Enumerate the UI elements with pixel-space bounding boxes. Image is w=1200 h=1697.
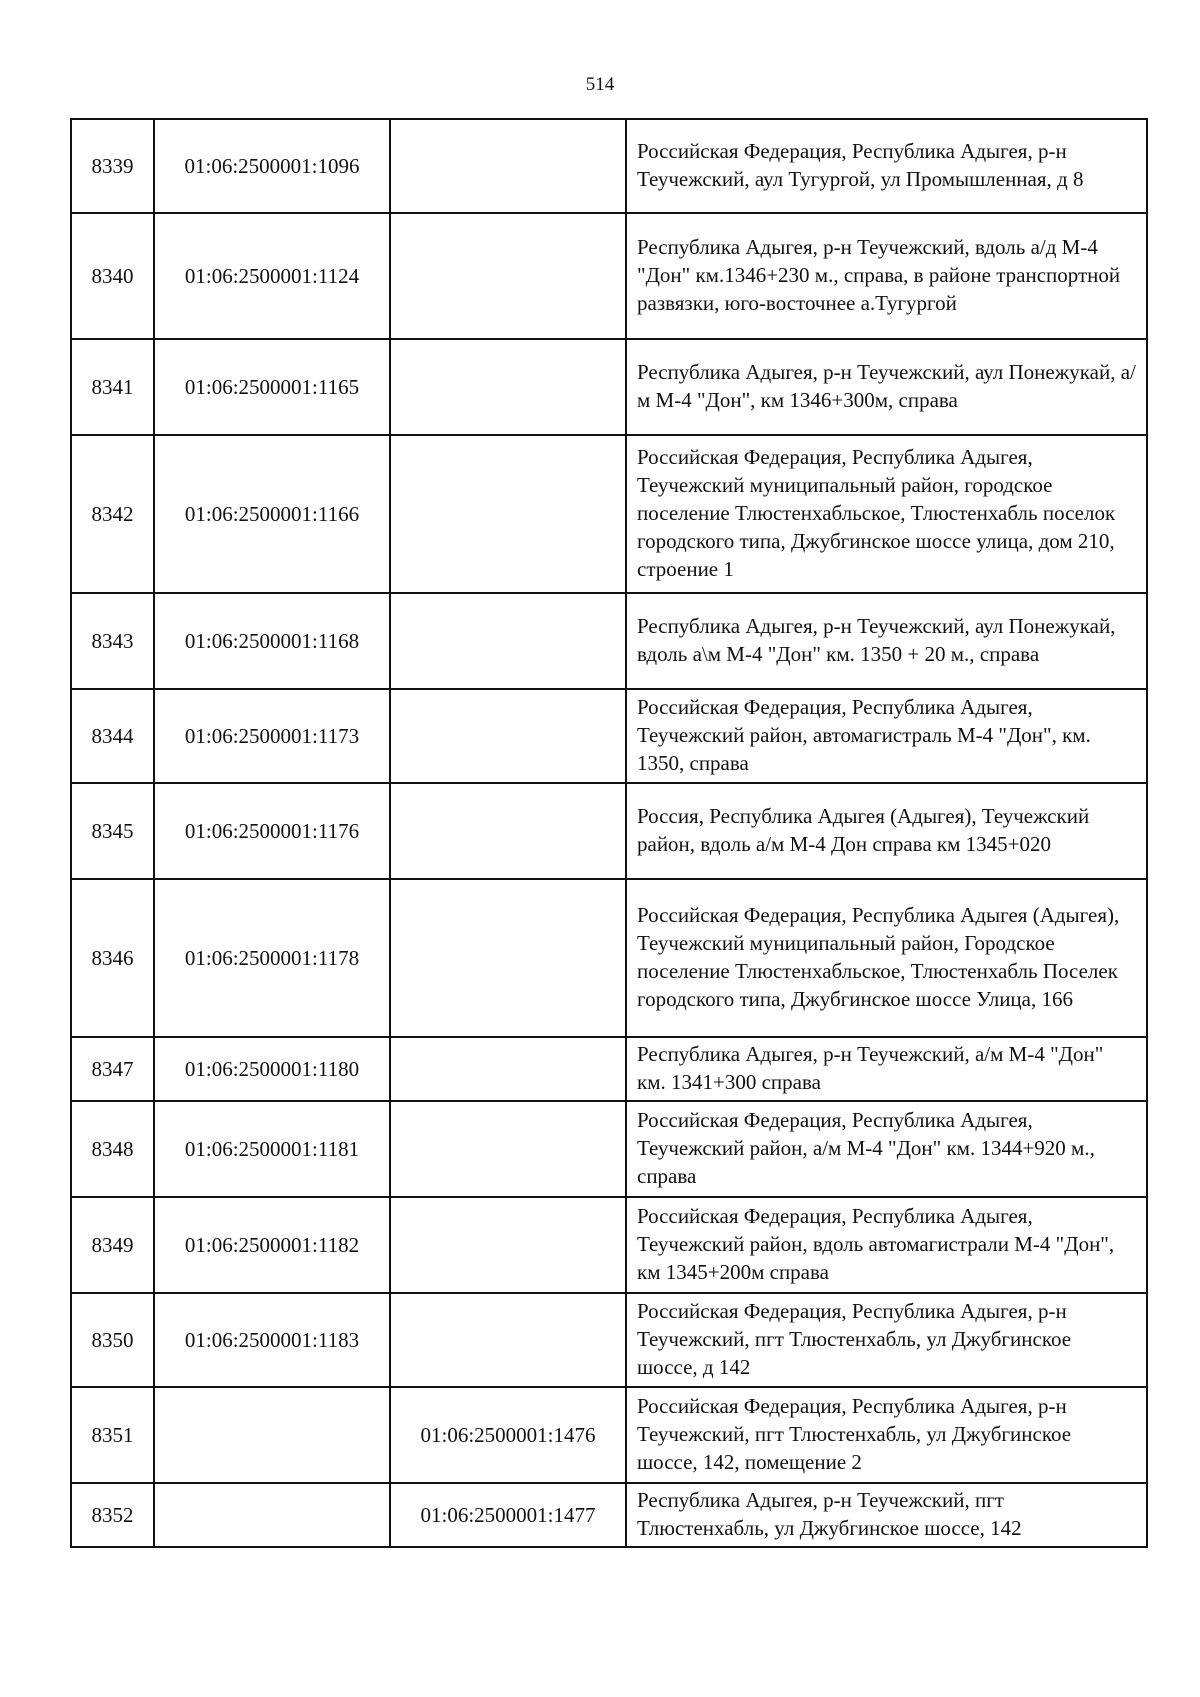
table-row [71,213,1147,339]
cadastral-number-cell: 01:06:2500001:1168 [154,593,390,689]
related-cadastral-number-cell [390,689,626,783]
table-row [71,783,1147,879]
related-cadastral-number-cell: 01:06:2500001:1476 [390,1387,626,1483]
row-number-cell: 8347 [71,1037,154,1101]
address-cell: Республика Адыгея, р-н Теучежский, аул Понежукай, а/м М-4 "Дон", км 1346+300м, справа [626,339,1147,435]
cadastral-number-cell: 01:06:2500001:1176 [154,783,390,879]
address-cell: Республика Адыгея, р-н Теучежский, пгт Тлюстенхабль, ул Джубгинское шоссе, 142 [626,1483,1147,1547]
related-cadastral-number-cell [390,1197,626,1293]
cadastral-number-cell: 01:06:2500001:1166 [154,435,390,593]
row-number-cell: 8343 [71,593,154,689]
address-cell: Российская Федерация, Республика Адыгея, р-н Теучежский, пгт Тлюстенхабль, ул Джубгинское шоссе, д 142 [626,1293,1147,1387]
row-number-cell: 8340 [71,213,154,339]
table-row [71,1483,1147,1547]
related-cadastral-number-cell [390,435,626,593]
address-cell: Российская Федерация, Республика Адыгея, Теучежский район, автомагистраль М-4 "Дон", км. 1350, справа [626,689,1147,783]
related-cadastral-number-cell [390,339,626,435]
table-row [71,879,1147,1037]
row-number-cell: 8352 [71,1483,154,1547]
row-number-cell: 8349 [71,1197,154,1293]
address-cell: Российская Федерация, Республика Адыгея (Адыгея), Теучежский муниципальный район, Городское поселение Тлюстенхабльское, Тлюстенхабль Поселек городского типа, Джубгинское шоссе Улица, 166 [626,879,1147,1037]
row-number-cell: 8339 [71,119,154,213]
page-number: 514 [585,74,615,95]
table-row [71,1037,1147,1101]
related-cadastral-number-cell [390,1293,626,1387]
row-number-cell: 8342 [71,435,154,593]
related-cadastral-number-cell: 01:06:2500001:1477 [390,1483,626,1547]
cadastral-number-cell [154,1483,390,1547]
table-row [71,119,1147,213]
cadastral-number-cell: 01:06:2500001:1124 [154,213,390,339]
table-row [71,593,1147,689]
table-row [71,1387,1147,1483]
row-number-cell: 8346 [71,879,154,1037]
address-cell: Россия, Республика Адыгея (Адыгея), Теучежский район, вдоль а/м М-4 Дон справа км 1345+020 [626,783,1147,879]
table-row [71,435,1147,593]
related-cadastral-number-cell [390,879,626,1037]
related-cadastral-number-cell [390,119,626,213]
cadastral-number-cell: 01:06:2500001:1165 [154,339,390,435]
address-cell: Российская Федерация, Республика Адыгея, Теучежский район, а/м М-4 "Дон" км. 1344+920 м., справа [626,1101,1147,1197]
address-cell: Республика Адыгея, р-н Теучежский, вдоль а/д М-4 "Дон" км.1346+230 м., справа, в районе транспортной развязки, юго-восточнее а.Тугургой [626,213,1147,339]
registry-table-body [71,119,1147,1547]
registry-table [70,118,1148,1548]
row-number-cell: 8344 [71,689,154,783]
address-cell: Российская Федерация, Республика Адыгея, Теучежский район, вдоль автомагистрали М-4 "Дон", км 1345+200м справа [626,1197,1147,1293]
address-cell: Российская Федерация, Республика Адыгея, р-н Теучежский, аул Тугургой, ул Промышленная, д 8 [626,119,1147,213]
cadastral-number-cell: 01:06:2500001:1181 [154,1101,390,1197]
row-number-cell: 8350 [71,1293,154,1387]
table-row [71,1101,1147,1197]
related-cadastral-number-cell [390,1037,626,1101]
cadastral-number-cell: 01:06:2500001:1182 [154,1197,390,1293]
row-number-cell: 8345 [71,783,154,879]
row-number-cell: 8351 [71,1387,154,1483]
table-row [71,689,1147,783]
row-number-cell: 8348 [71,1101,154,1197]
cadastral-number-cell: 01:06:2500001:1173 [154,689,390,783]
related-cadastral-number-cell [390,593,626,689]
related-cadastral-number-cell [390,1101,626,1197]
cadastral-number-cell [154,1387,390,1483]
address-cell: Республика Адыгея, р-н Теучежский, а/м М-4 "Дон" км. 1341+300 справа [626,1037,1147,1101]
address-cell: Российская Федерация, Республика Адыгея, р-н Теучежский, пгт Тлюстенхабль, ул Джубгинское шоссе, 142, помещение 2 [626,1387,1147,1483]
cadastral-number-cell: 01:06:2500001:1096 [154,119,390,213]
table-row [71,1197,1147,1293]
related-cadastral-number-cell [390,783,626,879]
row-number-cell: 8341 [71,339,154,435]
cadastral-number-cell: 01:06:2500001:1180 [154,1037,390,1101]
related-cadastral-number-cell [390,213,626,339]
cadastral-number-cell: 01:06:2500001:1183 [154,1293,390,1387]
table-row [71,339,1147,435]
address-cell: Республика Адыгея, р-н Теучежский, аул Понежукай, вдоль а\м М-4 "Дон" км. 1350 + 20 м., справа [626,593,1147,689]
table-row [71,1293,1147,1387]
cadastral-number-cell: 01:06:2500001:1178 [154,879,390,1037]
address-cell: Российская Федерация, Республика Адыгея, Теучежский муниципальный район, городское поселение Тлюстенхабльское, Тлюстенхабль поселок городского типа, Джубгинское шоссе улица, дом 210, строение 1 [626,435,1147,593]
